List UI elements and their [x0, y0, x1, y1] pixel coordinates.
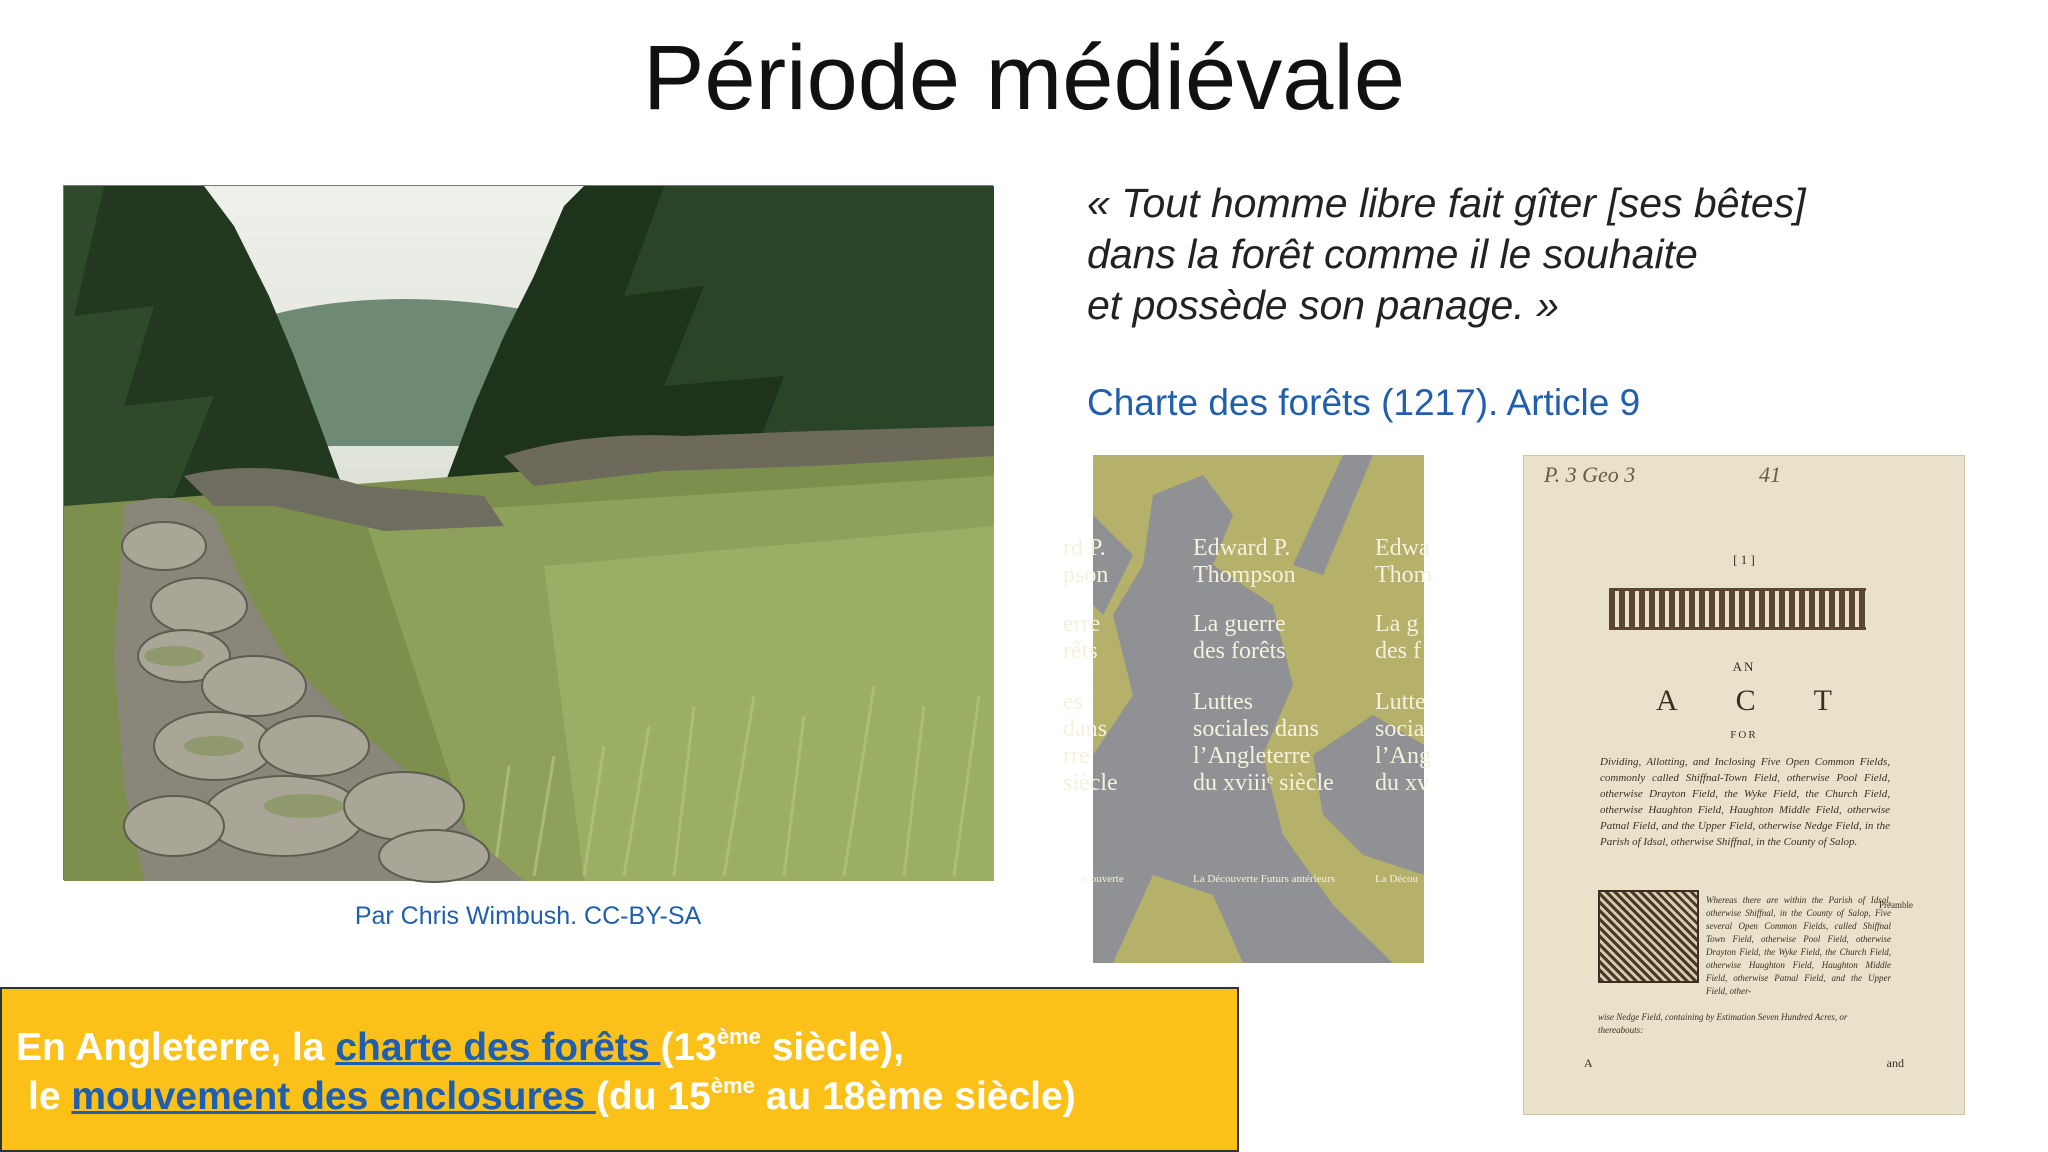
quote-line-2: dans la forêt comme il le souhaite — [1087, 231, 1698, 277]
doc-preamble-label: Preamble — [1879, 900, 1913, 910]
enclosure-act-document-image — [1523, 455, 1965, 1115]
book-column-left: rd P. pson erre rêts es dans rre siècle — [1063, 535, 1118, 796]
slide-title: Période médiévale — [642, 27, 1405, 129]
book-publisher-center: La Découverte Futurs antérieurs — [1193, 873, 1336, 885]
landscape-photo — [63, 185, 993, 880]
quote-line-3: et possède son panage. » — [1087, 282, 1559, 328]
charte-des-forets-link[interactable]: charte des forêts — [335, 1026, 661, 1069]
mouvement-des-enclosures-link[interactable]: mouvement des enclosures — [71, 1075, 596, 1118]
summary-banner — [0, 987, 1239, 1152]
handwritten-number: 41 — [1759, 462, 1781, 487]
doc-catchwords: A and — [1584, 1056, 1904, 1070]
book-publisher-left: écouverte — [1081, 873, 1124, 885]
handwritten-note: P. 3 Geo 3 — [1544, 462, 1636, 487]
quote-block — [1087, 178, 1987, 331]
doc-an: AN — [1732, 659, 1756, 674]
banner-line-1: En Angleterre, la charte des forêts (13ème siècle), — [16, 1024, 904, 1069]
book-publisher-right: La Décou — [1375, 873, 1419, 885]
doc-for: FOR — [1730, 729, 1758, 741]
photo-caption: Par Chris Wimbush. CC-BY-SA — [354, 902, 702, 930]
page-marker: [ 1 ] — [1733, 552, 1755, 567]
doc-act-heading: ACT — [1656, 684, 1890, 717]
doc-body-text: Whereas there are within the Parish of Idsal, otherwise Shiffnal, in the County of Salop, Five several Open Common Fields, called Shiffnal Town Field, otherwise Pool Field, otherwise Drayton Field, the Wyke Field, the Church Field, otherwise Haughton Field, Haughton Middle Field, otherwise Patnal Field, and the Upper Field, other- — [1706, 895, 1891, 996]
ornament-band — [1609, 588, 1866, 630]
book-column-right: Edwa Thom La g des f Lutte socia l’Ang du xv — [1375, 535, 1433, 796]
banner-line-2: le mouvement des enclosures (du 15ème au 18ème siècle) — [28, 1073, 1076, 1118]
woodcut-initial — [1598, 890, 1699, 983]
doc-title-text: Dividing, Allotting, and Inclosing Five Open Common Fields, commonly called Shiffnal-Town Field, otherwise Pool Field, otherwise Drayton Field, the Wyke Field, the Church Field, otherwise Haughton Field, Haughton Middle Field, otherwise Patnal Field, and the Upper Field, otherwise Nedge Field, in the Parish of Idsal, otherwise Shiffnal, in the County of Salop. — [1600, 756, 1890, 848]
book-covers-image — [1063, 455, 1433, 963]
doc-foot-text: wise Nedge Field, containing by Estimation Seven Hundred Acres, or thereabouts: — [1598, 1012, 1848, 1035]
quote-line-1: « Tout homme libre fait gîter [ses bêtes] — [1087, 180, 1806, 226]
book-column-center: Edward P. Thompson La guerre des forêts Luttes sociales dans l’Angleterre du xviiiᵉ siècle — [1193, 535, 1334, 796]
quote-source: Charte des forêts (1217). Article 9 — [1087, 382, 1641, 423]
